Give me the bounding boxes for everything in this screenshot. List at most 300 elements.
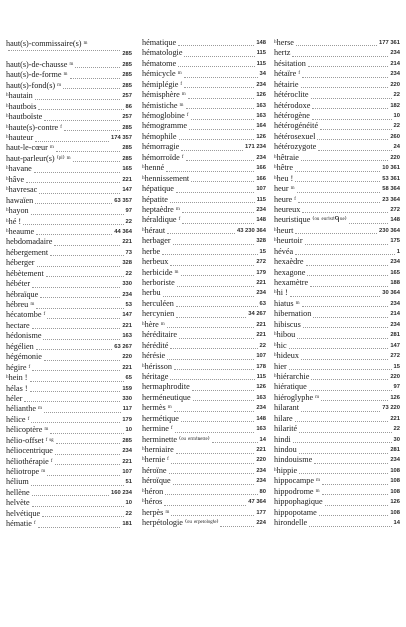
entry-word: hétérosexuel [274,131,316,141]
entry-word: herbeux [142,257,169,267]
index-entry [274,257,400,267]
entry-page-number: 22 [393,92,400,99]
entry-page-number: 281 [390,332,400,339]
dot-leader [173,483,255,485]
entry-word: hilarité [274,424,298,434]
entry-word: hémistiche ᵐ [142,100,184,110]
index-column-2 [142,38,266,529]
dot-leader [295,232,377,234]
index-entry [142,48,266,58]
entry-page-number: 147 [122,312,132,319]
entry-word: hindou [274,445,297,455]
entry-word: helvète [6,498,30,508]
entry-page-number: 115 [256,373,266,380]
index-entry [274,445,400,455]
index-entry [142,90,266,100]
index-entry [274,226,400,236]
dot-leader [301,410,380,412]
entry-page-number: 148 [390,217,400,224]
dot-leader [174,368,254,370]
entry-word: haut(s)-de-forme ᵐ [6,70,68,80]
entry-page-number: 22 [125,270,132,277]
index-entry [142,497,266,507]
index-entry [274,69,400,79]
entry-word: ʰhibou [274,330,296,340]
dot-leader [184,86,254,88]
index-entry [142,299,266,309]
index-entry [274,153,400,163]
entry-word: hémorroïde ᶠ [142,152,184,162]
index-entry [142,215,266,225]
entry-page-number: 107 [256,353,266,360]
dot-leader [309,525,391,527]
entry-word: herbu [142,288,161,298]
entry-word: hilare [274,413,293,423]
entry-page-number: 147 [122,187,132,194]
entry-page-number: 214 [390,60,400,67]
entry-word: héréditaire [142,330,178,340]
entry-page-number: 285 [122,437,132,444]
entry-page-number: 14 [259,436,266,443]
dot-leader [305,243,389,245]
entry-page-number: 328 [256,238,266,245]
entry-page-number: 234 [122,291,132,298]
index-entry [142,174,266,184]
index-entry [142,424,266,434]
entry-word: herboriste [142,278,175,288]
entry-word: hexamètre [274,278,309,288]
index-entry [6,60,132,70]
entry-page-number: 126 [390,394,400,401]
index-entry [6,321,132,331]
entry-page-number: 53 [125,302,132,309]
dot-leader [312,107,388,109]
dot-leader [311,378,388,380]
index-entry [142,163,266,173]
dot-leader [309,389,392,391]
index-entry [142,205,266,215]
dot-leader [298,201,380,203]
entry-page-number: 234 [390,321,400,328]
entry-word: hétérogénéité [274,121,319,131]
index-entry [6,227,132,237]
dot-leader [39,192,120,194]
dot-leader [32,327,121,329]
entry-word: hétérodoxe [274,100,311,110]
index-entry [6,425,132,435]
dot-leader [162,253,257,255]
index-entry [274,80,400,90]
dot-leader [171,462,254,464]
entry-word: ʰherse [274,38,294,47]
entry-page-number: 181 [122,521,132,528]
index-entry [142,38,266,48]
dot-leader [30,390,121,392]
entry-page-number: 234 [390,71,400,78]
entry-word: hémisphère ᵐ [142,90,186,100]
entry-page-number: 1 [396,248,400,255]
dot-leader [182,211,254,213]
entry-page-number: 14 [393,520,400,527]
entry-word: hémiplégie ᶠ [142,79,183,89]
index-entry [274,101,400,111]
dot-leader [303,326,388,328]
index-entry [142,309,266,319]
entry-word: ʰhenné [142,163,165,173]
entry-word: hétérogène [274,111,310,121]
index-entry [142,122,266,132]
entry-word: haut-parleur(s) ⁽ᵖˡ⁾ ᵐ [6,153,71,163]
index-entry [274,320,400,330]
entry-page-number: 126 [256,92,266,99]
index-entry [6,509,132,519]
entry-word: heptaèdre ᵐ [142,205,180,214]
dot-leader [302,76,388,78]
index-entry [274,132,400,142]
entry-page-number: 163 [256,426,266,433]
dot-leader [181,149,243,151]
index-entry [142,466,266,476]
index-entry [6,258,132,268]
entry-page-number: 171 234 [245,144,266,151]
entry-page-number: 97 [393,384,400,391]
entry-page-number: 220 [122,354,132,361]
entry-page-number: 166 [256,165,266,172]
dot-leader [188,97,255,99]
dot-leader [299,472,388,474]
entry-word: ʰhéron [142,486,164,496]
entry-word: ʰhennissement [142,173,190,183]
index-entry [274,414,400,424]
index-entry [274,38,400,48]
index-entry [142,268,266,278]
entry-word: herméneutique [142,392,191,402]
dot-leader [47,317,120,319]
index-entry [6,164,132,174]
dot-leader [297,191,381,193]
dot-leader [320,128,391,130]
entry-word: hécatombe ᶠ [6,310,46,320]
entry-word: hippophagique [274,497,323,507]
index-entry [6,217,132,227]
index-entry [6,38,132,60]
entry-page-number: 34 [259,71,266,78]
entry-word: ʰhêtre [274,163,293,173]
entry-page-number: 53 361 [382,175,400,182]
index-entry [274,351,400,361]
entry-page-number: 30 [393,436,400,443]
entry-word: ʰhi ! [274,288,288,298]
dot-leader [184,76,258,78]
entry-page-number: 234 [256,405,266,412]
index-entry [274,435,400,445]
dot-leader [170,378,254,380]
entry-word: hippocampe ᵐ [274,476,321,486]
dot-leader [50,254,123,256]
entry-word: ʰhavane [6,164,32,174]
dot-leader [302,305,389,307]
dot-leader [301,86,389,88]
entry-page-number: 220 [390,154,400,161]
dot-leader [181,274,255,276]
dot-leader [295,170,380,172]
entry-word: heur ᵐ [274,184,295,194]
entry-page-number: 234 [256,81,266,88]
dot-leader [42,515,123,517]
dot-leader [23,223,123,225]
dot-leader [289,347,389,349]
index-entry [6,467,132,477]
index-entry [6,81,132,91]
entry-word: hépatique [142,184,174,194]
index-entry [142,142,266,152]
entry-word: héritage [142,372,169,381]
dot-leader [30,380,124,382]
index-entry [6,311,132,321]
index-entry [6,363,132,373]
entry-word: hertz [274,48,291,58]
entry-word: héberger [6,258,35,268]
dot-leader [46,275,124,277]
dot-leader [35,140,109,142]
dot-leader [43,338,120,340]
entry-page-number: 22 [393,426,400,433]
entry-page-number: 163 [256,113,266,120]
entry-word: ʰhippie [274,465,298,475]
dot-leader [317,138,388,140]
index-entry [274,122,400,132]
index-entry [142,393,266,403]
dot-leader [8,49,120,51]
entry-word: hétairie [274,79,299,89]
index-entry [142,153,266,163]
dot-leader [308,65,388,67]
entry-page-number: 234 [390,259,400,266]
entry-word: herminette ⁽ᵒᵘ ᵉʳᵐⁱⁿᵉᵗᵗᵉ⁾ [142,434,210,444]
entry-page-number: 63 267 [114,343,132,350]
entry-word: hindouisme [274,455,313,465]
dot-leader [169,472,255,474]
entry-word: ʰheurtoir [274,236,303,246]
entry-page-number: 221 [122,239,132,246]
entry-word: hébètement [6,268,44,278]
entry-word: hélio-offset ᶠ ˢᵍ [6,435,54,445]
entry-page-number: 65 [125,375,132,382]
entry-word: hectare [6,320,30,330]
index-entry [274,48,400,58]
index-entry [6,70,132,80]
index-entry [274,111,400,121]
entry-page-number: 43 230 364 [236,227,266,234]
dot-leader [299,452,389,454]
index-entry [142,518,266,528]
entry-page-number: 73 220 [382,405,400,412]
entry-page-number: 159 [122,385,132,392]
dot-leader [36,233,112,235]
entry-page-number: 234 [390,300,400,307]
dot-leader [75,66,120,68]
entry-word: haut(s)-de-chausse ᵐ [6,60,74,69]
dot-leader [299,431,391,433]
dot-leader [54,244,120,246]
entry-page-number: 165 [122,166,132,173]
entry-word: ʰhé ! [6,216,22,226]
dot-leader [295,253,395,255]
dot-leader [177,285,255,287]
entry-word: haut(s)-fond(s) ᵐ [6,80,62,90]
index-entry [6,404,132,414]
entry-word: hirondelle [274,518,308,528]
index-column-3 [274,38,400,529]
entry-word: hier [274,361,287,371]
entry-word: hédonisme [6,331,42,341]
entry-page-number: 272 [390,353,400,360]
index-entry [274,268,400,278]
index-entry [142,382,266,392]
entry-page-number: 108 [390,467,400,474]
entry-page-number: 257 [122,114,132,121]
index-entry [6,331,132,341]
index-entry [6,300,132,310]
dot-leader [311,97,392,99]
entry-page-number: 22 [393,123,400,130]
entry-word: hébreu ᵐ [6,300,35,310]
entry-word: héler [6,394,23,403]
entry-page-number: 221 [390,415,400,422]
index-entry [274,174,400,184]
dot-leader [173,243,255,245]
entry-word: hémoglobine ᶠ [142,111,189,121]
entry-word: haut(s)-commissaire(s) ᵐ [6,39,88,48]
dot-leader [163,295,255,297]
entry-page-number: 177 361 [379,39,400,46]
entry-page-number: 47 364 [248,499,266,506]
dot-leader [181,420,255,422]
index-entry [6,112,132,122]
dot-leader [166,170,254,172]
entry-page-number: 221 [122,322,132,329]
index-entry [274,309,400,319]
dot-leader [26,181,120,183]
entry-page-number: 234 [390,457,400,464]
index-entry [274,184,400,194]
index-entry [142,236,266,246]
entry-word: hebdomadaire [6,237,53,247]
index-entry [142,111,266,121]
index-entry [6,206,132,216]
entry-page-number: 220 [390,373,400,380]
entry-word: ʰherniaire [142,445,174,455]
entry-word: herbager [142,236,171,246]
dot-leader [31,213,124,215]
dot-leader [312,118,392,120]
index-entry [274,372,400,382]
dot-leader [24,400,120,402]
index-entry [274,466,400,476]
dot-leader [167,326,255,328]
dot-leader [310,285,388,287]
dot-leader [306,264,389,266]
entry-page-number: 179 [256,269,266,276]
dot-leader [220,525,254,527]
index-entry [274,289,400,299]
entry-page-number: 221 [256,332,266,339]
index-entry [274,195,400,205]
entry-page-number: 107 [256,186,266,193]
entry-page-number: 220 [256,457,266,464]
entry-word: hermine ᶠ [142,424,173,434]
entry-word: hévéa [274,246,294,256]
index-entry [274,487,400,497]
dot-leader [35,98,121,100]
entry-word: hermès ᵐ [142,403,172,413]
index-entry [142,414,266,424]
entry-word: ʰhaute(s)-contre ᶠ [6,122,62,132]
index-entry [274,163,400,173]
entry-word: hérésie [142,351,166,361]
dot-leader [176,452,255,454]
entry-word: hibernation [274,309,312,319]
index-entry [142,435,266,445]
entry-page-number: 108 [390,509,400,516]
entry-page-number: 285 [122,72,132,79]
index-entry [6,352,132,362]
entry-word: ʰhic [274,340,287,350]
entry-word: heuristique ⁽ᵒᵘ ᵉᵘʳⁱˢᵗⁱᑫᵘᵉ⁾ [274,215,347,225]
entry-page-number: 10 [125,427,132,434]
entry-word: héliotrope ᵐ [6,467,46,477]
entry-page-number: 179 [122,416,132,423]
index-entry [6,498,132,508]
dot-leader [297,337,388,339]
dot-leader [191,118,255,120]
entry-page-number: 221 [122,458,132,465]
entry-word: hébraïque [6,289,39,299]
entry-page-number: 147 [390,342,400,349]
entry-word: hébéter [6,279,31,289]
dot-leader [293,441,392,443]
dot-leader [349,222,389,224]
entry-word: héroïne [142,465,167,475]
index-entry [6,373,132,383]
entry-page-number: 22 [125,510,132,517]
entry-word: hercynien [142,309,175,319]
entry-word: hétéroclite [274,90,309,100]
entry-page-number: 272 [256,259,266,266]
entry-word: hémorragie [142,142,180,152]
index-entry [6,185,132,195]
dot-leader [38,526,121,528]
entry-word: hégire ᶠ [6,362,31,372]
dot-leader [64,129,120,131]
entry-page-number: 257 [122,93,132,100]
index-entry [142,247,266,257]
dot-leader [34,171,121,173]
index-entry [274,476,400,486]
dot-leader [170,264,254,266]
dot-leader [322,483,388,485]
entry-page-number: 234 [256,154,266,161]
entry-word: héliocentrique [6,446,53,456]
dot-leader [318,149,391,151]
entry-word: ʰheu ! [274,173,294,183]
dot-leader [321,399,388,401]
index-entry [142,362,266,372]
entry-page-number: 221 [256,321,266,328]
entry-word: hawaïen [6,195,34,205]
dot-leader [307,274,388,276]
entry-page-number: 10 [393,113,400,120]
